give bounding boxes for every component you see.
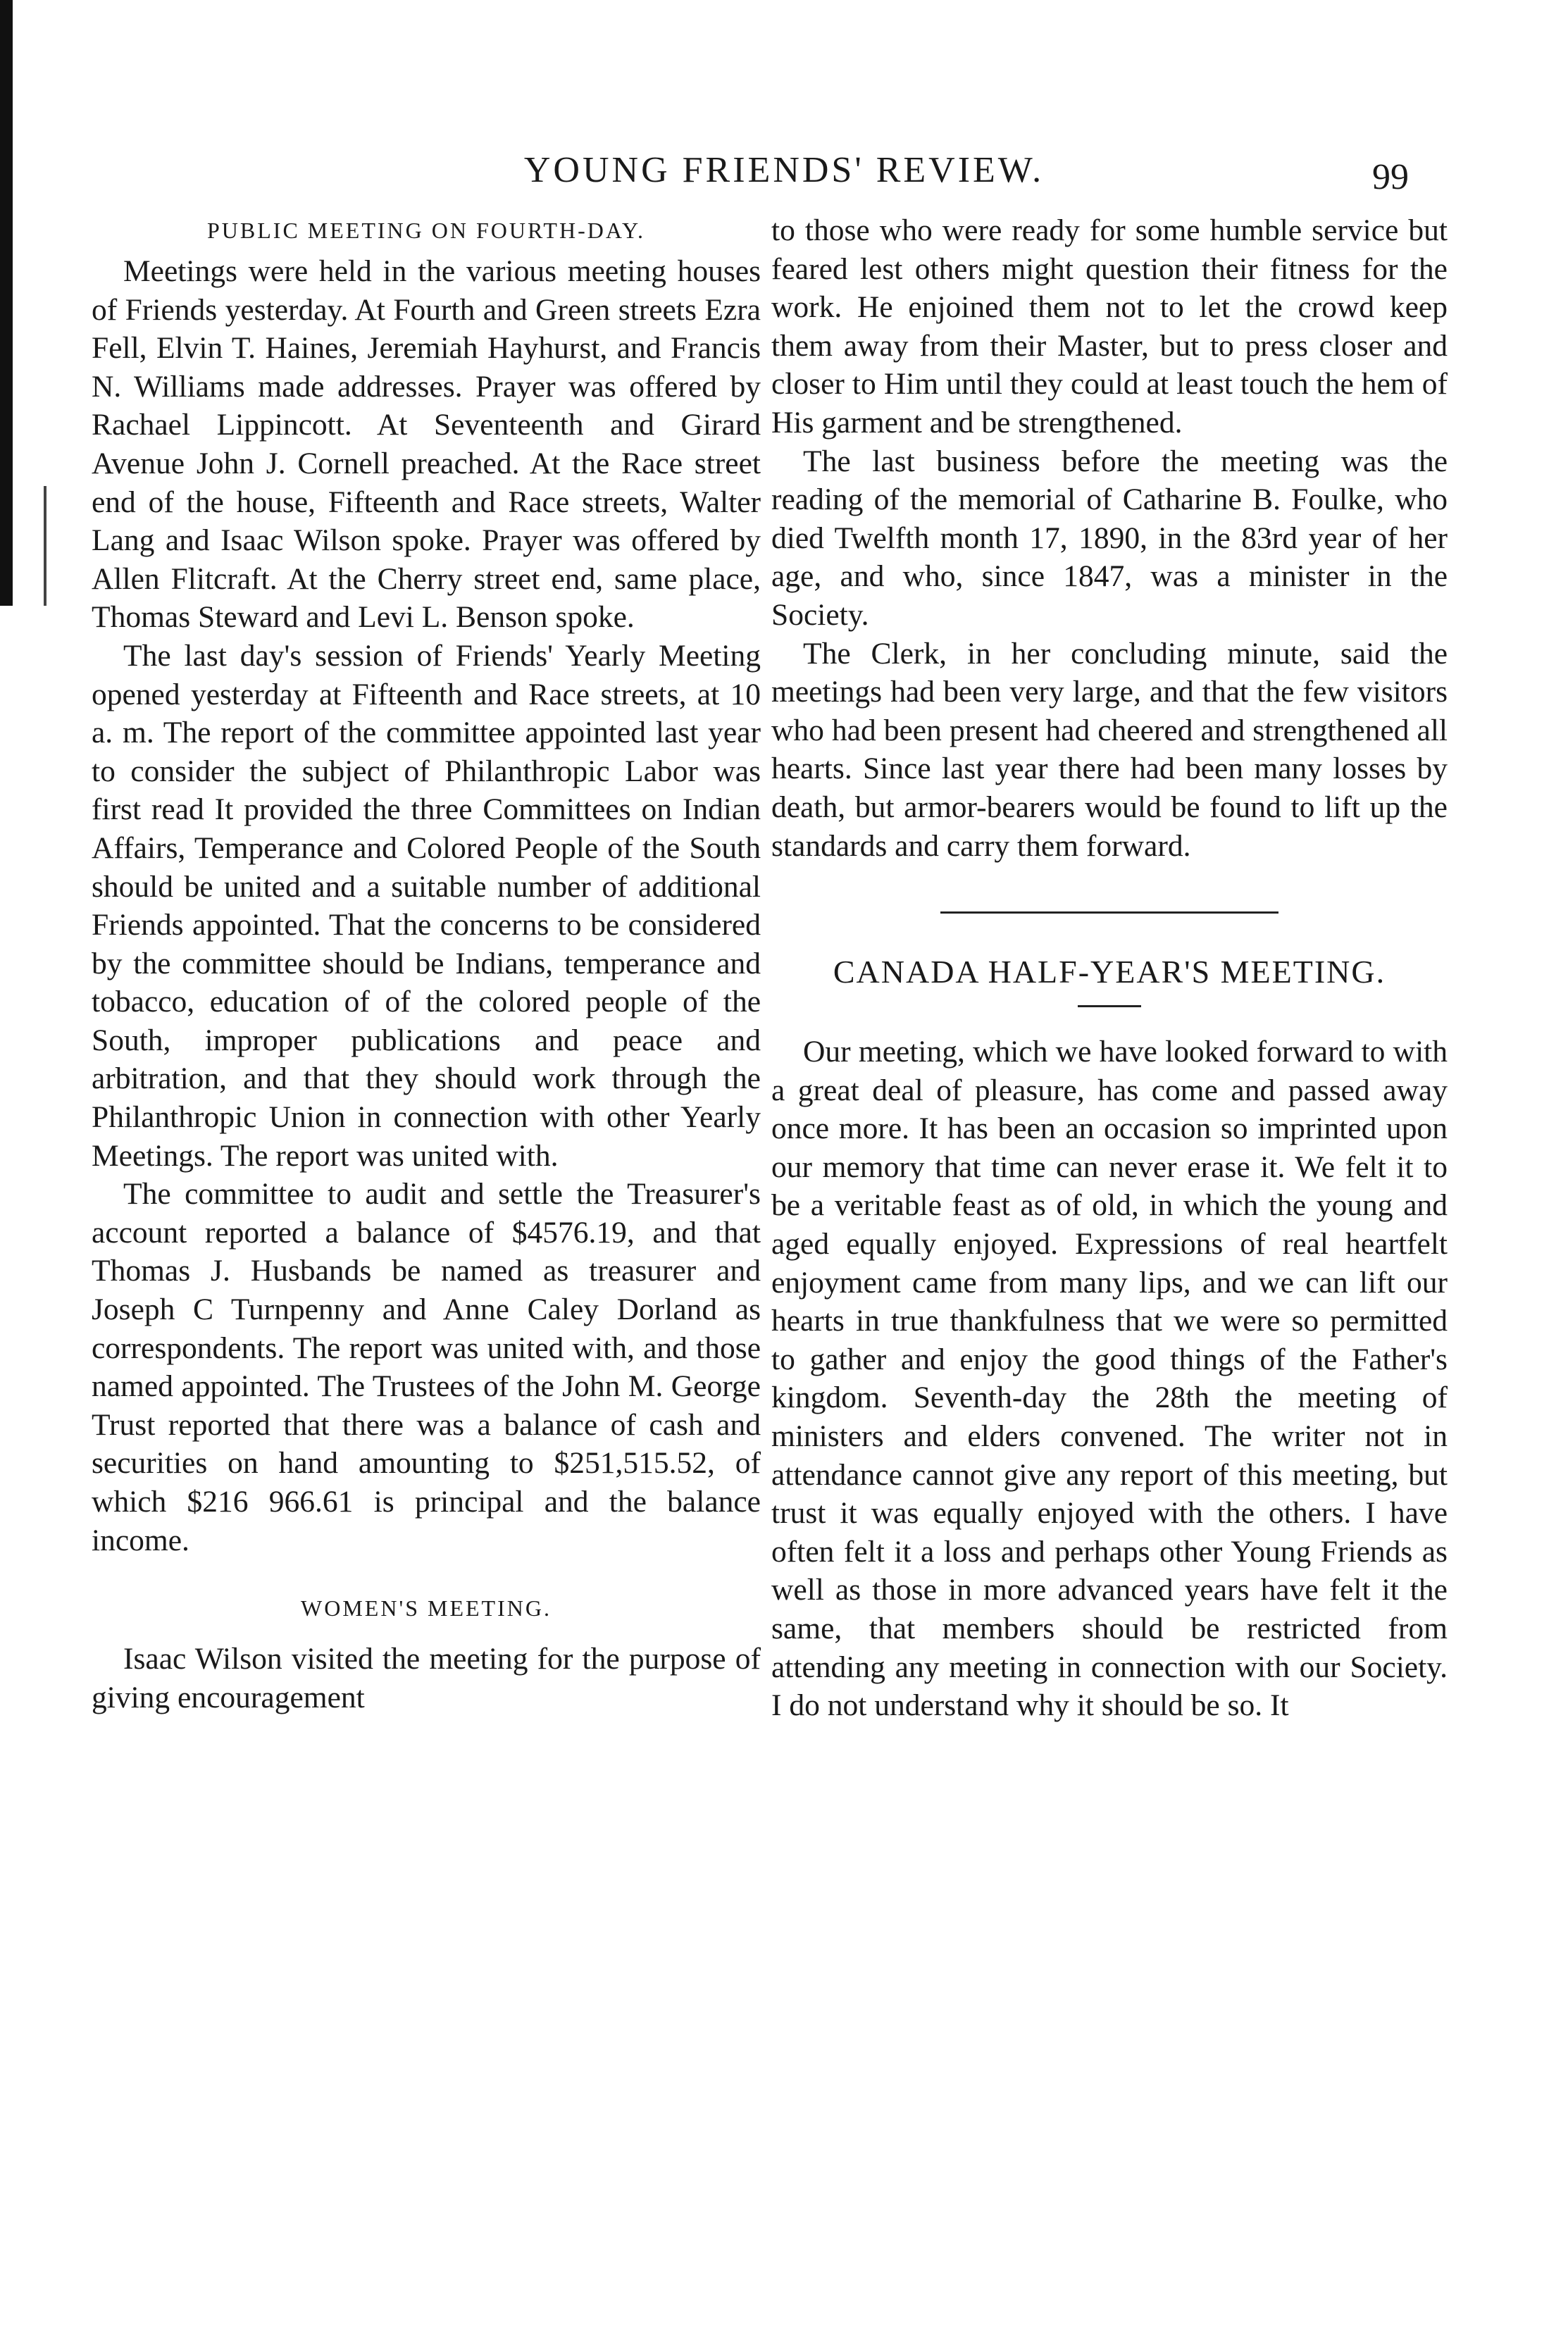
heading-underline	[1078, 1005, 1141, 1007]
paragraph-memorial: The last business before the meeting was the reading of the memorial of Catharine B. Foulke, who died Twelfth month 17, 1890, in the 83rd year of her age, and who, since 1847, was a minister in the Society.	[771, 444, 1448, 632]
paragraph-clerk-minute: The Clerk, in her concluding minute, said the meetings had been very large, and that the few visitors who had been present had cheered and strengthened all hearts. Since last year there had been many losses by death, but armor-bearers would be found to lift up the standards and carry them forward.	[771, 636, 1448, 863]
section-divider	[940, 911, 1278, 914]
paragraph-audit-committee: The committee to audit and settle the Treasurer's account reported a balance of $4576.19, and that Thomas J. Husbands be named as treasurer and Joseph C Turnpenny and Anne Caley Dorland as correspondents. The report was united with, and those named appointed. The Trustees of the John M. George Trust reported that there was a balance of cash and securities on hand amounting to $251,515.52, of which $216 966.61 is principal and the balance income.	[92, 1177, 761, 1557]
paragraph-our-meeting: Our meeting, which we have looked forward to with a great deal of pleasure, has come and passed away once more. It has been an occasion so imprinted upon our memory that time can never erase it. We felt it to be a veritable feast as of old, in which the young and aged equally enjoyed. Expressions of real heartfelt enjoyment came from many lips, and we can lift our hearts in true thankfulness that we were so permitted to gather and enjoy the good things of the Father's kingdom. Seventh-day the 28th the meeting of ministers and elders convened. The writer not in attendance cannot give any report of this meeting, but trust it was equally enjoyed with the others. I have often felt it a loss and perhaps other Young Friends as well as those in more advanced years have felt it the same, that members should be restricted from attending any meeting in connection with our Society. I do not understand why it should be so. It	[771, 1035, 1448, 1723]
paragraph-meetings-held: Meetings were held in the various meeting houses of Friends yesterday. At Fourth and Green streets Ezra Fell, Elvin T. Haines, Jeremiah Hayhurst, and Francis N. Williams made addresses. Prayer was offered by Rachael Lippincott. At Seventeenth and Girard Avenue John J. Cornell preached. At the Race street end of the house, Fifteenth and Race streets, Walter Lang and Isaac Wilson spoke. Prayer was offered by Allen Flitcraft. At the Cherry street end, same place, Thomas Steward and Levi L. Benson spoke.	[92, 254, 761, 635]
right-column	[771, 211, 1448, 1725]
heading-canada-meeting: CANADA HALF-YEAR'S MEETING.	[833, 954, 1386, 990]
paragraph-continued-service: to those who were ready for some humble service but feared lest others might question their fitness for the work. He enjoined them not to let the crowd keep them away from their Master, but to press closer and closer to Him until they could at least touch the hem of His garment and be strengthened.	[771, 213, 1448, 440]
heading-public-meeting: PUBLIC MEETING ON FOURTH-DAY.	[207, 218, 645, 243]
paragraph-isaac-wilson: Isaac Wilson visited the meeting for the purpose of giving encouragement	[92, 1642, 761, 1714]
running-title: YOUNG FRIENDS' REVIEW.	[523, 150, 1045, 190]
scan-edge-mark	[0, 0, 13, 606]
running-header	[0, 149, 1568, 206]
scan-margin-mark	[44, 486, 46, 606]
left-column	[92, 211, 761, 1717]
paragraph-last-day-session: The last day's session of Friends' Yearly Meeting opened yesterday at Fifteenth and Race streets, at 10 a. m. The report of the committee appointed last year to consider the subject of Philanthropic Labor was first read It provided the three Committees on Indian Affairs, Temperance and Colored People of the South should be united and a suitable number of additional Friends appointed. That the concerns to be considered by the committee should be Indians, temperance and tobacco, education of of the colored people of the South, improper publications and peace and arbitration, and that they should work through the Philanthropic Union in connection with other Yearly Meetings. The report was united with.	[92, 638, 761, 1173]
page-number: 99	[1372, 157, 1409, 197]
heading-womens-meeting: WOMEN'S MEETING.	[301, 1595, 552, 1621]
